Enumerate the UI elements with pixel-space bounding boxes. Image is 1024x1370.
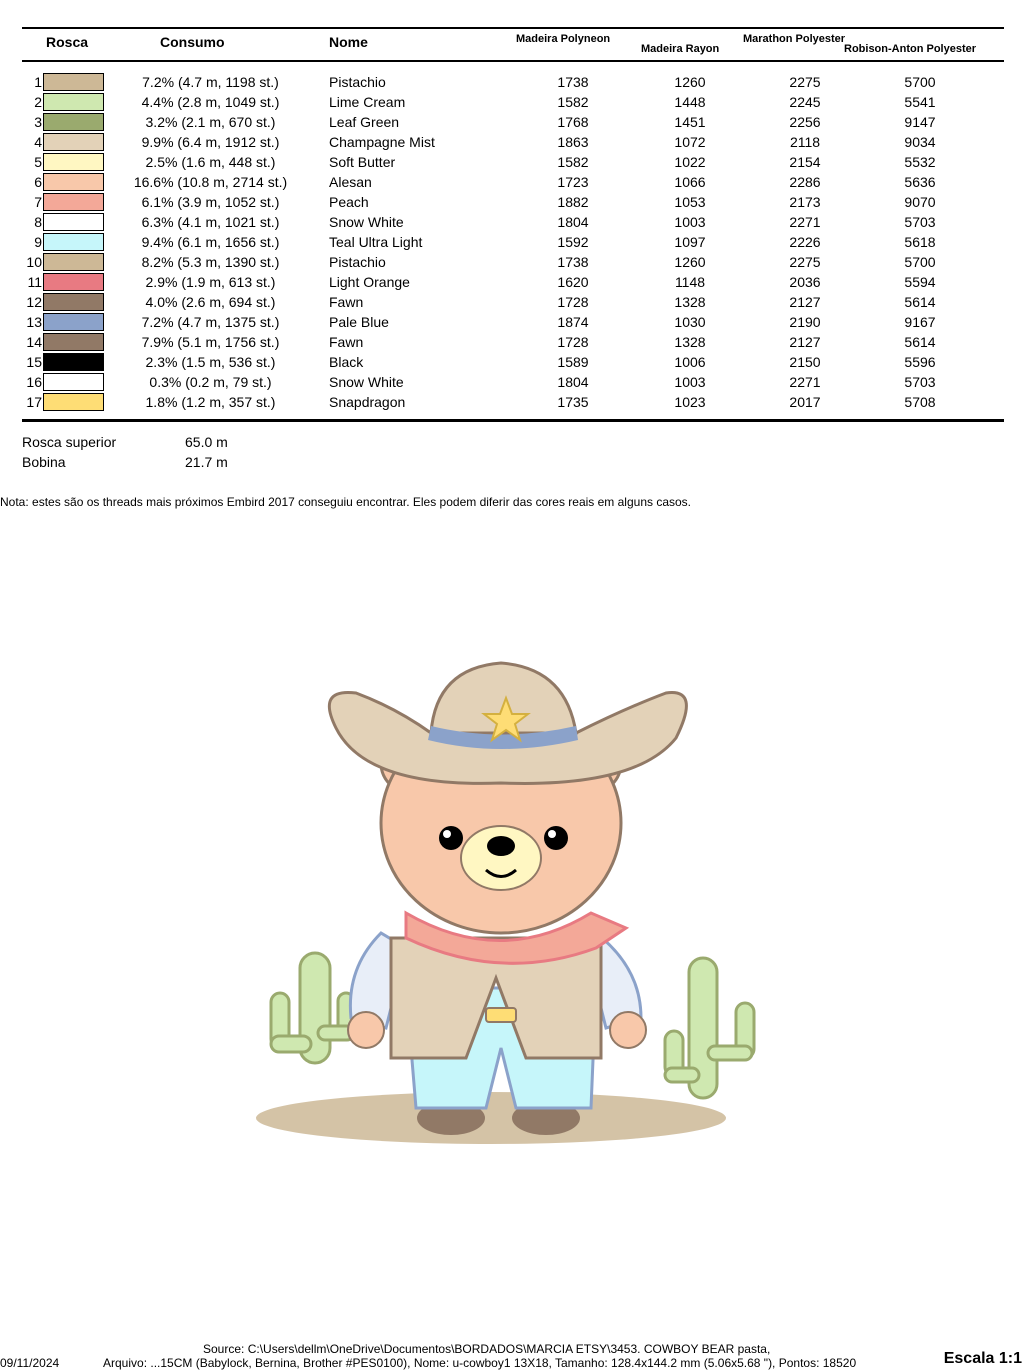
- header-madeira-rayon: Madeira Rayon: [641, 43, 720, 55]
- thread-name: Light Orange: [329, 274, 410, 290]
- thread-consumption: 2.5% (1.6 m, 448 st.): [145, 154, 276, 170]
- marathon-code: 2154: [789, 154, 821, 170]
- thread-row: [0, 252, 1024, 272]
- footer-scale: Escala 1:1: [943, 1350, 1022, 1367]
- robison-anton-code: 9147: [904, 114, 936, 130]
- color-swatch: [43, 113, 104, 131]
- madeira-rayon-code: 1072: [674, 134, 706, 150]
- madeira-polyneon-code: 1728: [557, 334, 589, 350]
- thread-name: Champagne Mist: [329, 134, 435, 150]
- madeira-rayon-code: 1066: [674, 174, 706, 190]
- color-swatch: [43, 173, 104, 191]
- thread-name: Lime Cream: [329, 94, 406, 110]
- thread-number: 7: [34, 194, 42, 210]
- color-swatch: [43, 193, 104, 211]
- thread-row: [0, 292, 1024, 312]
- marathon-code: 2036: [789, 274, 821, 290]
- color-swatch: [43, 333, 104, 351]
- marathon-code: 2275: [789, 74, 821, 90]
- thread-row: [0, 72, 1024, 92]
- left-cactus: [271, 953, 354, 1063]
- header-nome: Nome: [329, 34, 368, 50]
- color-swatch: [43, 253, 104, 271]
- thread-number: 12: [26, 294, 42, 310]
- madeira-rayon-code: 1053: [674, 194, 706, 210]
- madeira-rayon-code: 1260: [674, 254, 706, 270]
- thread-number: 1: [34, 74, 42, 90]
- madeira-rayon-code: 1030: [674, 314, 706, 330]
- madeira-rayon-code: 1097: [674, 234, 706, 250]
- madeira-rayon-code: 1260: [674, 74, 706, 90]
- thread-name: Black: [329, 354, 364, 370]
- madeira-polyneon-code: 1735: [557, 394, 589, 410]
- thread-row: [0, 372, 1024, 392]
- cowboy-bear-design-image: [256, 648, 766, 1208]
- thread-name: Pistachio: [329, 254, 386, 270]
- thread-number: 10: [26, 254, 42, 270]
- thread-number: 17: [26, 394, 42, 410]
- madeira-polyneon-code: 1768: [557, 114, 589, 130]
- robison-anton-code: 5708: [904, 394, 936, 410]
- madeira-polyneon-code: 1738: [557, 74, 589, 90]
- table-top-rule: [22, 27, 1004, 29]
- thread-consumption: 1.8% (1.2 m, 357 st.): [145, 394, 276, 410]
- color-swatch: [43, 153, 104, 171]
- thread-number: 8: [34, 214, 42, 230]
- marathon-code: 2150: [789, 354, 821, 370]
- marathon-code: 2271: [789, 214, 821, 230]
- robison-anton-code: 5618: [904, 234, 936, 250]
- left-paw: [348, 1012, 384, 1048]
- thread-name: Snapdragon: [329, 394, 406, 410]
- thread-consumption: 16.6% (10.8 m, 2714 st.): [133, 174, 288, 190]
- robison-anton-code: 5614: [904, 334, 936, 350]
- marathon-code: 2173: [789, 194, 821, 210]
- thread-consumption: 3.2% (2.1 m, 670 st.): [145, 114, 276, 130]
- header-consumo: Consumo: [160, 34, 225, 50]
- madeira-polyneon-code: 1738: [557, 254, 589, 270]
- robison-anton-code: 5532: [904, 154, 936, 170]
- robison-anton-code: 5700: [904, 74, 936, 90]
- thread-row: [0, 92, 1024, 112]
- table-bottom-rule: [22, 419, 1004, 422]
- madeira-polyneon-code: 1804: [557, 374, 589, 390]
- color-swatch: [43, 373, 104, 391]
- thread-row: [0, 312, 1024, 332]
- thread-row: [0, 112, 1024, 132]
- robison-anton-code: 5700: [904, 254, 936, 270]
- thread-note: Nota: estes são os threads mais próximos Embird 2017 conseguiu encontrar. Eles podem diferir das cores reais em alguns casos.: [0, 495, 692, 509]
- thread-number: 4: [34, 134, 42, 150]
- thread-number: 13: [26, 314, 42, 330]
- thread-number: 9: [34, 234, 42, 250]
- madeira-rayon-code: 1006: [674, 354, 706, 370]
- robison-anton-code: 5703: [904, 214, 936, 230]
- color-swatch: [43, 213, 104, 231]
- madeira-polyneon-code: 1874: [557, 314, 589, 330]
- header-rosca: Rosca: [46, 34, 89, 50]
- robison-anton-code: 9034: [904, 134, 936, 150]
- madeira-rayon-code: 1328: [674, 294, 706, 310]
- color-swatch: [43, 313, 104, 331]
- madeira-rayon-code: 1022: [674, 154, 706, 170]
- header-robison-anton-polyester: Robison-Anton Polyester: [844, 43, 977, 55]
- thread-consumption: 7.9% (5.1 m, 1756 st.): [141, 334, 280, 350]
- color-swatch: [43, 73, 104, 91]
- robison-anton-code: 5703: [904, 374, 936, 390]
- table-header-rule: [22, 60, 1004, 62]
- madeira-rayon-code: 1448: [674, 94, 706, 110]
- thread-consumption: 2.3% (1.5 m, 536 st.): [145, 354, 276, 370]
- madeira-rayon-code: 1023: [674, 394, 706, 410]
- marathon-code: 2127: [789, 334, 821, 350]
- thread-consumption: 0.3% (0.2 m, 79 st.): [149, 374, 272, 390]
- madeira-polyneon-code: 1863: [557, 134, 589, 150]
- thread-number: 6: [34, 174, 42, 190]
- thread-row: [0, 172, 1024, 192]
- madeira-polyneon-code: 1882: [557, 194, 589, 210]
- thread-row: [0, 132, 1024, 152]
- thread-row: [0, 392, 1024, 412]
- thread-name: Fawn: [329, 334, 364, 350]
- header-marathon-polyester: Marathon Polyester: [743, 33, 846, 45]
- thread-consumption: 7.2% (4.7 m, 1198 st.): [142, 74, 279, 90]
- madeira-rayon-code: 1148: [674, 274, 706, 290]
- belt-buckle: [486, 1008, 516, 1022]
- robison-anton-code: 5596: [904, 354, 936, 370]
- thread-row: [0, 352, 1024, 372]
- thread-consumption: 6.1% (3.9 m, 1052 st.): [141, 194, 280, 210]
- madeira-polyneon-code: 1582: [557, 154, 589, 170]
- thread-name: Pistachio: [329, 74, 386, 90]
- thread-consumption: 9.4% (6.1 m, 1656 st.): [141, 234, 280, 250]
- madeira-polyneon-code: 1804: [557, 214, 589, 230]
- thread-name: Peach: [329, 194, 369, 210]
- thread-name: Soft Butter: [329, 154, 396, 170]
- header-madeira-polyneon: Madeira Polyneon: [516, 33, 611, 45]
- thread-consumption: 9.9% (6.4 m, 1912 st.): [141, 134, 280, 150]
- thread-number: 16: [26, 374, 42, 390]
- color-swatch: [43, 353, 104, 371]
- madeira-rayon-code: 1003: [674, 214, 706, 230]
- color-swatch: [43, 273, 104, 291]
- top-thread-label: Rosca superior: [22, 434, 117, 450]
- madeira-polyneon-code: 1592: [557, 234, 589, 250]
- madeira-rayon-code: 1451: [674, 114, 706, 130]
- marathon-code: 2017: [789, 394, 821, 410]
- thread-name: Teal Ultra Light: [329, 234, 423, 250]
- top-thread-value: 65.0 m: [185, 434, 228, 450]
- color-swatch: [43, 393, 104, 411]
- robison-anton-code: 5541: [904, 94, 936, 110]
- footer-file-info: Arquivo: ...15CM (Babylock, Bernina, Brother #PES0100), Nome: u-cowboy1 13X18, Tamanho: 128.4x144.2 mm (5.06x5.68 "), Pontos: 18520: [103, 1356, 857, 1370]
- marathon-code: 2275: [789, 254, 821, 270]
- madeira-polyneon-code: 1589: [557, 354, 589, 370]
- thread-number: 3: [34, 114, 42, 130]
- madeira-polyneon-code: 1728: [557, 294, 589, 310]
- thread-row: [0, 152, 1024, 172]
- marathon-code: 2245: [789, 94, 821, 110]
- thread-consumption: 6.3% (4.1 m, 1021 st.): [141, 214, 280, 230]
- marathon-code: 2118: [789, 134, 821, 150]
- marathon-code: 2271: [789, 374, 821, 390]
- thread-name: Snow White: [329, 214, 404, 230]
- color-swatch: [43, 293, 104, 311]
- marathon-code: 2226: [789, 234, 821, 250]
- ground-patch: [256, 1092, 726, 1144]
- robison-anton-code: 5594: [904, 274, 936, 290]
- robison-anton-code: 5636: [904, 174, 936, 190]
- thread-number: 15: [26, 354, 42, 370]
- thread-row: [0, 332, 1024, 352]
- thread-number: 11: [27, 274, 42, 290]
- footer-source: Source: C:\Users\dellm\OneDrive\Documentos\BORDADOS\MARCIA ETSY\3453. COWBOY BEAR pasta,: [203, 1342, 771, 1356]
- madeira-polyneon-code: 1582: [557, 94, 589, 110]
- bobbin-label: Bobina: [22, 454, 66, 470]
- thread-consumption: 2.9% (1.9 m, 613 st.): [145, 274, 276, 290]
- thread-name: Snow White: [329, 374, 404, 390]
- thread-number: 14: [26, 334, 42, 350]
- left-eye: [439, 826, 463, 850]
- color-swatch: [43, 133, 104, 151]
- bobbin-value: 21.7 m: [185, 454, 228, 470]
- marathon-code: 2286: [789, 174, 821, 190]
- right-cactus: [665, 958, 754, 1098]
- thread-consumption: 4.4% (2.8 m, 1049 st.): [141, 94, 280, 110]
- robison-anton-code: 9167: [904, 314, 936, 330]
- thread-name: Alesan: [329, 174, 372, 190]
- thread-row: [0, 192, 1024, 212]
- thread-number: 5: [34, 154, 42, 170]
- color-swatch: [43, 233, 104, 251]
- thread-consumption: 7.2% (4.7 m, 1375 st.): [141, 314, 280, 330]
- thread-name: Leaf Green: [329, 114, 400, 130]
- thread-consumption: 8.2% (5.3 m, 1390 st.): [141, 254, 280, 270]
- thread-number: 2: [34, 94, 42, 110]
- thread-row: [0, 212, 1024, 232]
- thread-name: Pale Blue: [329, 314, 389, 330]
- madeira-rayon-code: 1003: [674, 374, 706, 390]
- color-swatch: [43, 93, 104, 111]
- madeira-rayon-code: 1328: [674, 334, 706, 350]
- marathon-code: 2127: [789, 294, 821, 310]
- marathon-code: 2256: [789, 114, 821, 130]
- madeira-polyneon-code: 1620: [557, 274, 589, 290]
- marathon-code: 2190: [789, 314, 821, 330]
- bear-muzzle: [461, 826, 541, 890]
- footer-date: 09/11/2024: [0, 1356, 60, 1370]
- robison-anton-code: 5614: [904, 294, 936, 310]
- robison-anton-code: 9070: [904, 194, 936, 210]
- madeira-polyneon-code: 1723: [557, 174, 589, 190]
- thread-row: [0, 232, 1024, 252]
- right-paw: [610, 1012, 646, 1048]
- thread-row: [0, 272, 1024, 292]
- bear-nose: [487, 836, 515, 856]
- right-eye: [544, 826, 568, 850]
- thread-name: Fawn: [329, 294, 364, 310]
- thread-consumption: 4.0% (2.6 m, 694 st.): [145, 294, 276, 310]
